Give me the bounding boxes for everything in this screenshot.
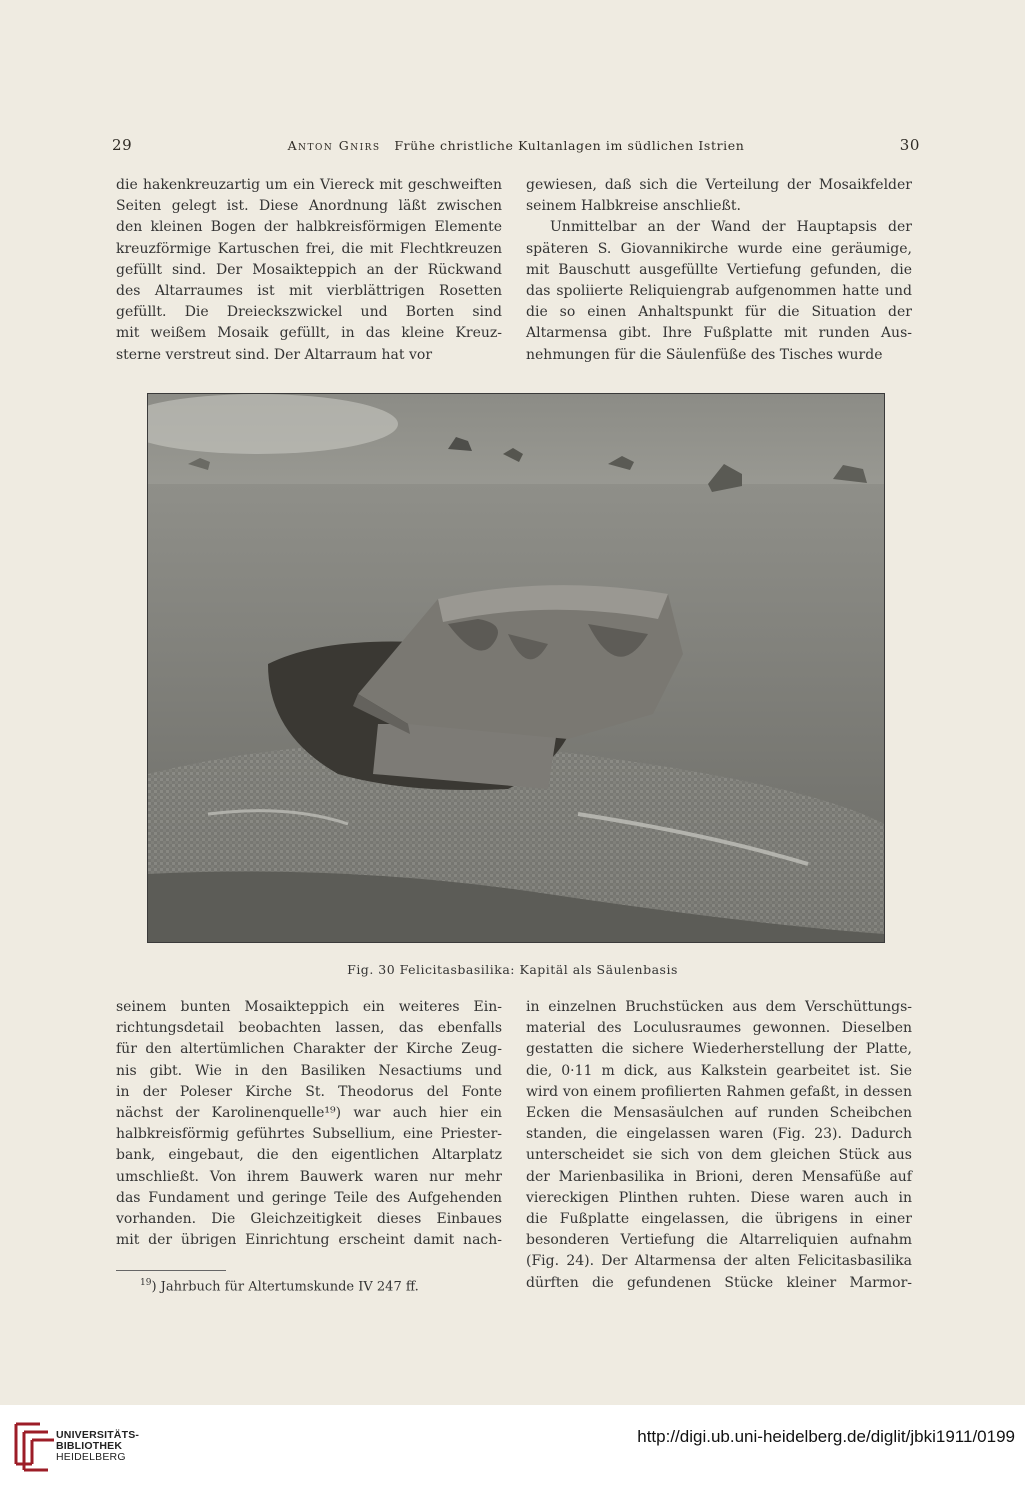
text-line: kreuzförmige Kartuschen frei, die mit Flechtkreuzen <box>116 240 502 257</box>
text-line: besonderen Vertiefung die Altarreliquien aufnahm <box>526 1232 912 1249</box>
text-column-top-right <box>526 175 912 366</box>
text-line: mit der übrigen Einrichtung erscheint damit nach- <box>116 1232 502 1249</box>
text-line: sterne verstreut sind. Der Altarraum hat vor <box>116 346 433 363</box>
text-line: halbkreisförmig geführtes Subsellium, eine Priester- <box>116 1126 502 1143</box>
text-line: nächst der Karolinenquelle¹⁹) war auch hier ein <box>116 1105 502 1122</box>
text-column-bottom-right <box>526 997 912 1294</box>
text-line: in einzelnen Bruchstücken aus dem Verschüttungs- <box>526 999 912 1015</box>
header-author: Anton Gnirs <box>287 138 381 153</box>
text-line: material des Loculusraumes gewonnen. Dieselben <box>526 1020 912 1037</box>
text-line: gewiesen, daß sich die Verteilung der Mosaikfelder <box>526 177 912 193</box>
text-line: den kleinen Bogen der halbkreisförmigen Elemente <box>116 219 502 236</box>
text-line: seinem bunten Mosaikteppich ein weiteres Ein- <box>116 999 502 1015</box>
paragraph <box>526 217 912 365</box>
text-column-top-left <box>116 175 502 366</box>
text-line: dürften die gefundenen Stücke kleiner Marmor- <box>526 1274 912 1291</box>
text-line: das spoliierte Reliquiengrab aufgenommen hatte und <box>526 283 912 300</box>
text-line: die hakenkreuzartig um ein Viereck mit geschweiften <box>116 177 502 193</box>
paragraph <box>116 175 502 366</box>
text-line: Unmittelbar an der Wand der Hauptapsis der <box>550 219 912 236</box>
text-column-bottom-left <box>116 997 502 1251</box>
footnote-text: ) Jahrbuch für Altertumskunde IV 247 ff. <box>151 1279 419 1295</box>
photograph-capital-as-column-base <box>147 393 885 943</box>
header-title: Frühe christliche Kultanlagen im südlichen Istrien <box>394 138 745 153</box>
figure-caption: Fig. 30 Felicitasbasilika: Kapitäl als Säulenbasis <box>347 962 678 977</box>
footnote-rule <box>116 1270 226 1271</box>
paragraph <box>526 997 912 1294</box>
text-line: Ecken die Mensasäulchen auf runden Scheibchen <box>526 1105 912 1122</box>
text-line: vorhanden. Die Gleichzeitigkeit dieses Einbaues <box>116 1211 502 1228</box>
page-number-right: 30 <box>899 136 920 154</box>
text-line: gefüllt. Die Dreieckszwickel und Borten sind <box>116 304 502 321</box>
permalink-url[interactable]: http://digi.ub.uni-heidelberg.de/diglit/jbki1911/0199 <box>637 1427 1015 1446</box>
text-line: seinem Halbkreise anschließt. <box>526 198 741 215</box>
text-line: in der Poleser Kirche St. Theodorus del Fonte <box>116 1083 502 1100</box>
text-line: viereckigen Plinthen ruhten. Diese waren auch in <box>526 1189 912 1206</box>
text-line: die, 0·11 m dick, aus Kalkstein gearbeitet ist. Sie <box>526 1062 912 1079</box>
text-line: des Altarraumes ist mit vierblättrigen Rosetten <box>116 283 502 300</box>
text-line: bank, eingebaut, die den eigentlichen Altarplatz <box>116 1147 502 1164</box>
text-line: unterscheidet sie sich von dem gleichen Stück aus <box>526 1147 912 1164</box>
text-line: für den altertümlichen Charakter der Kirche Zeug- <box>116 1041 502 1058</box>
text-line: nis gibt. Wie in den Basiliken Nesactiums und <box>116 1062 502 1079</box>
library-line-1: UNIVERSITÄTS- <box>56 1429 140 1441</box>
text-line: das Fundament und geringe Teile des Aufgehenden <box>116 1189 502 1206</box>
library-line-3: HEIDELBERG <box>56 1451 126 1463</box>
running-header <box>112 136 920 156</box>
text-line: Seiten gelegt ist. Diese Anordnung läßt zwischen <box>116 198 502 215</box>
text-line: die so einen Anhaltspunkt für die Situation der <box>526 304 912 321</box>
text-line: mit Bauschutt ausgefüllte Vertiefung gefunden, die <box>526 261 912 278</box>
text-line: standen, die eingelassen waren (Fig. 23). Dadurch <box>526 1126 912 1143</box>
paragraph <box>116 997 502 1251</box>
text-line: mit weißem Mosaik gefüllt, in das kleine Kreuz- <box>116 325 502 342</box>
text-line: späteren S. Giovannikirche wurde eine geräumige, <box>526 240 912 257</box>
text-line: gestatten die sichere Wiederherstellung der Platte, <box>526 1041 912 1058</box>
text-line: umschließt. Von ihrem Bauwerk waren nur mehr <box>116 1168 502 1185</box>
running-title <box>112 138 920 153</box>
text-line: der Marienbasilika in Brioni, deren Mensafüße auf <box>526 1168 912 1185</box>
text-line: gefüllt sind. Der Mosaikteppich an der Rückwand <box>116 261 502 278</box>
library-name <box>56 1430 139 1463</box>
paragraph <box>526 175 912 217</box>
library-line-2: BIBLIOTHEK <box>56 1440 123 1452</box>
text-line: nehmungen für die Säulenfüße des Tisches wurde <box>526 346 883 363</box>
text-line: (Fig. 24). Der Altarmensa der alten Felicitasbasilika <box>526 1253 912 1270</box>
page-number-left: 29 <box>112 136 133 154</box>
footnote <box>140 1278 419 1294</box>
text-line: wird von einem profilierten Rahmen gefaßt, in dessen <box>526 1083 912 1100</box>
text-line: Altarmensa gibt. Ihre Fußplatte mit runden Aus- <box>526 325 912 342</box>
footnote-number: 19 <box>140 1278 152 1288</box>
text-line: die Fußplatte eingelassen, die übrigens in einer <box>526 1211 912 1228</box>
photo-illustration <box>148 394 884 942</box>
text-line: richtungsdetail beobachten lassen, das ebenfalls <box>116 1020 502 1037</box>
